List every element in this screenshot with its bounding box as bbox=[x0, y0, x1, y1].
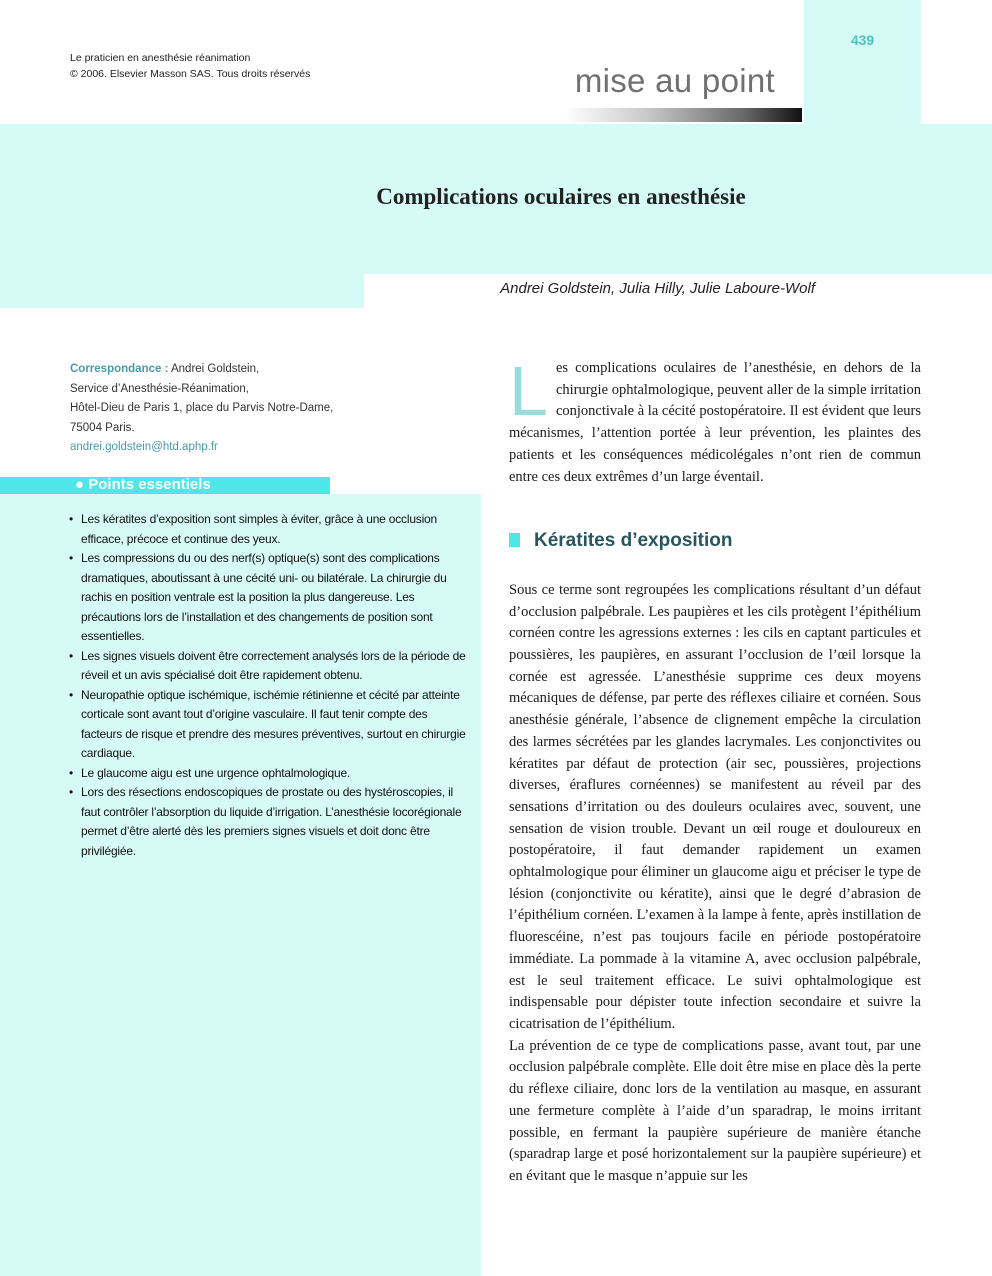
drop-cap: L bbox=[509, 352, 548, 430]
correspondence bbox=[70, 360, 470, 458]
article-title: Complications oculaires en anesthésie bbox=[376, 184, 746, 209]
square-bullet-icon bbox=[509, 533, 520, 547]
key-points-title bbox=[75, 476, 211, 494]
journal-copyright: © 2006. Elsevier Masson SAS. Tous droits réservés bbox=[70, 68, 311, 80]
journal-name: Le praticien en anesthésie réanimation bbox=[70, 52, 251, 64]
correspondence-email[interactable]: andrei.goldstein@htd.aphp.fr bbox=[70, 441, 218, 453]
list-item: • Lors des résections endoscopiques de prostate ou des hystéroscopies, il faut contrôler l’absorption du liquide d’irrigation. L’anesthésie locorégionale permet d’être alerté dès les premiers signes visuels et doit donc être privilégiée. bbox=[66, 783, 468, 861]
list-item: • Les kératites d’exposition sont simples à éviter, grâce à une occlusion efficace, précoce et continue des yeux. bbox=[66, 510, 468, 549]
section-heading-text: Kératites d’exposition bbox=[534, 530, 733, 552]
body-paragraph: La prévention de ce type de complications passe, avant tout, par une occlusion palpébrale complète. Elle doit être mise en place dès la perte du réflexe ciliaire, donc lors de la ventilation au masque, en assurant une fermeture complète à l’aide d’un sparadrap, le moins irritant possible, en fermant la paupière supérieure de manière étanche (sparadrap large et posé horizontalement sur la paupière supérieure) et en évitant que le masque n’appuie sur les bbox=[509, 1037, 921, 1184]
page-number: 439 bbox=[850, 32, 875, 48]
intro-text: es complications oculaires de l’anesthésie, en dehors de la chirurgie ophtalmologique, peuvent aller de la simple irritation conjonctivale à la cécité postopératoire. Il est évident que leurs mécanismes, l’attention portée à leur prévention, les plaintes des patients et les conséquences médicolégales n’ont rien de commun entre ces deux extrêmes d’un large éventail. bbox=[509, 360, 921, 485]
correspondence-name: Andrei Goldstein, bbox=[170, 363, 260, 375]
list-item: • Les signes visuels doivent être correctement analysés lors de la période de réveil et un avis spécialisé doit être rapidement obtenu. bbox=[66, 647, 468, 686]
page-number-tab bbox=[804, 0, 921, 124]
body-column bbox=[509, 352, 921, 1188]
journal-header bbox=[70, 50, 310, 82]
article-authors: Andrei Goldstein, Julia Hilly, Julie Laboure-Wolf bbox=[500, 280, 815, 297]
list-item: • Le glaucome aigu est une urgence ophtalmologique. bbox=[66, 764, 468, 784]
body-paragraph: Sous ce terme sont regroupées les complications résultant d’un défaut d’occlusion palpébrale. Les paupières et les cils protègent l’épithélium cornéen contre les agressions externes : les cils en captant particules et poussières, les paupières, en assurant l’occlusion de l’œil lorsque la cornée est agressée. L’anesthésie supprime ces deux moyens mécaniques de défense, par perte des réflexes ciliaire et cornéen. Sous anesthésie générale, l’absence de clignement empêche la circulation des larmes sécrétées par les glandes lacrymales. Les conjonctivites ou kératites par défaut de protection (air sec, poussières, projections diverses, éraflures cornéennes) se manifestent au réveil par des sensations d’irritation ou des douleurs oculaires avec, souvent, une sensation de vision trouble. Devant un œil rouge et douloureux en postopératoire, il faut demander rapidement un examen ophtalmologique pour éliminer un glaucome aigu et préciser le type de lésion (conjonctivite ou kératite), ainsi que le degré d’abrasion de l’épithélium cornéen. L’examen à la lampe à fente, après instillation de fluorescéine, n’est pas toujours facile en période postopératoire immédiate. La pommade à la vitamine A, avec occlusion palpébrale, est le seul traitement efficace. Le suivi ophtalmologique est indispensable pour dépister toute infection secondaire et suivre la cicatrisation de l’épithélium. bbox=[509, 581, 921, 1032]
header-gradient-bar bbox=[565, 108, 802, 122]
bullet-icon: ● bbox=[75, 476, 89, 493]
section-label: mise au point bbox=[574, 62, 775, 99]
key-points-list bbox=[66, 510, 468, 861]
key-points-title-text: Points essentiels bbox=[88, 476, 211, 493]
correspondence-label: Correspondance : bbox=[70, 363, 169, 375]
list-item: • Les compressions du ou des nerf(s) optique(s) sont des complications dramatiques, aboutissant à une cécité uni- ou bilatérale. La chirurgie du rachis en position ventrale est la position la plus dangereuse. Les précautions lors de l’installation et des changements de position sont essentielles. bbox=[66, 549, 468, 647]
correspondence-line: Service d’Anesthésie-Réanimation, bbox=[70, 382, 249, 395]
correspondence-line: Hôtel-Dieu de Paris 1, place du Parvis Notre-Dame, bbox=[70, 402, 334, 414]
section-heading bbox=[509, 530, 921, 552]
title-band-extension bbox=[0, 272, 364, 308]
correspondence-line: 75004 Paris. bbox=[70, 421, 135, 434]
list-item: • Neuropathie optique ischémique, ischémie rétinienne et cécité par atteinte corticale sont avant tout d’origine vasculaire. Il faut tenir compte des facteurs de risque et prendre des mesures préventives, surtout en chirurgie cardiaque. bbox=[66, 686, 468, 764]
intro-paragraph bbox=[509, 352, 921, 488]
